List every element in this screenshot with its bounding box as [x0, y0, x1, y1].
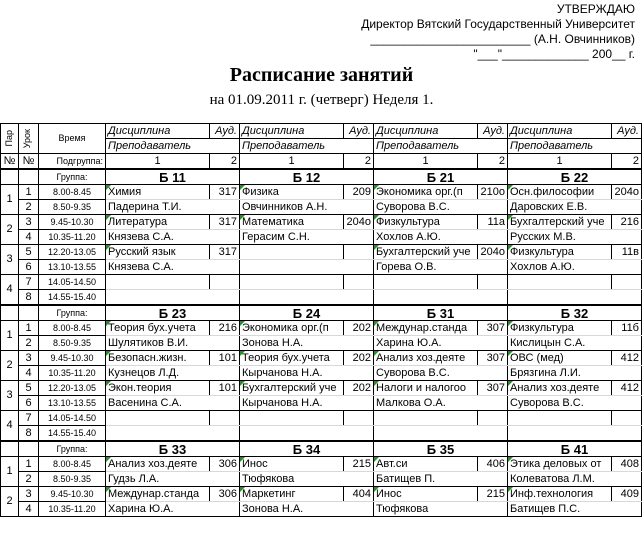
blank — [19, 169, 39, 185]
teacher-cell[interactable]: Малкова О.А. — [374, 396, 508, 411]
discipline-cell[interactable] — [240, 245, 344, 260]
room-cell: 216 — [210, 321, 240, 336]
teacher-cell[interactable] — [240, 290, 374, 306]
group-name: Б 23 — [106, 305, 240, 321]
lesson-row — [1, 200, 642, 215]
lesson-number: 4 — [19, 366, 39, 381]
lesson-row — [1, 396, 642, 411]
room-cell: 209 — [344, 185, 374, 200]
lesson-time: 8.00-8.45 — [39, 185, 106, 200]
header-discipline: Дисциплина — [508, 124, 612, 139]
header-urok — [19, 124, 39, 154]
discipline-cell[interactable]: Бухгалтерский уче — [508, 215, 612, 230]
lesson-row — [1, 381, 642, 396]
teacher-cell[interactable] — [374, 290, 508, 306]
discipline-cell[interactable] — [374, 411, 478, 426]
lesson-time: 8.00-8.45 — [39, 321, 106, 336]
room-cell: 11б — [612, 321, 642, 336]
teacher-cell[interactable]: Герасим С.Н. — [240, 230, 374, 245]
room-cell — [210, 275, 240, 290]
discipline-cell[interactable]: Бухгалтерский уче — [240, 381, 344, 396]
discipline-cell[interactable] — [508, 411, 612, 426]
teacher-cell[interactable]: Кырчанова Н.А. — [240, 396, 374, 411]
discipline-cell[interactable]: Маркетинг — [240, 487, 344, 502]
subgroup-2: 2 — [344, 154, 374, 170]
lesson-time: 12.20-13.05 — [39, 245, 106, 260]
room-cell: 210о — [478, 185, 508, 200]
lesson-row — [1, 290, 642, 306]
discipline-cell[interactable]: Междунар.станда — [106, 487, 210, 502]
lesson-time: 10.35-11.20 — [39, 230, 106, 245]
para-number: 1 — [1, 457, 19, 487]
group-name: Б 22 — [508, 169, 642, 185]
page-subtitle: на 01.09.2011 г. (четверг) Неделя 1. — [209, 92, 434, 108]
teacher-cell[interactable]: Тюфякова — [240, 472, 374, 487]
teacher-cell[interactable]: Суворова В.С. — [508, 396, 642, 411]
lesson-time: 14.05-14.50 — [39, 275, 106, 290]
group-label: Группа: — [39, 441, 106, 457]
lesson-number: 4 — [19, 502, 39, 517]
group-name: Б 41 — [508, 441, 642, 457]
header-subgroup: Подгруппа: — [39, 154, 106, 170]
discipline-cell[interactable]: Анализ хоз.деяте — [508, 381, 612, 396]
blank — [1, 305, 19, 321]
teacher-cell[interactable] — [508, 426, 642, 442]
lesson-time: 13.10-13.55 — [39, 260, 106, 275]
room-cell: 11в — [612, 245, 642, 260]
group-name: Б 12 — [240, 169, 374, 185]
header-para-label: Пар — [4, 130, 14, 147]
page-title: Расписание занятий — [229, 64, 414, 86]
header-discipline: Дисциплина — [374, 124, 478, 139]
discipline-cell[interactable] — [240, 411, 344, 426]
approval-line-3: ________________________ (А.Н. Овчинников) — [370, 32, 635, 46]
teacher-cell[interactable]: Зонова Н.А. — [240, 502, 374, 517]
room-cell: 306 — [210, 457, 240, 472]
teacher-cell[interactable]: Кузнецов Л.Д. — [106, 366, 240, 381]
lesson-time: 10.35-11.20 — [39, 366, 106, 381]
para-number: 1 — [1, 321, 19, 351]
lesson-number: 3 — [19, 351, 39, 366]
discipline-cell[interactable] — [508, 275, 612, 290]
room-cell — [478, 411, 508, 426]
room-cell: 307 — [478, 351, 508, 366]
teacher-cell[interactable] — [240, 426, 374, 442]
discipline-cell[interactable]: Теория бух.учета — [106, 321, 210, 336]
room-cell: 202 — [344, 381, 374, 396]
discipline-cell[interactable]: Инос — [374, 487, 478, 502]
lesson-number: 7 — [19, 411, 39, 426]
header-room: Ауд. — [210, 124, 240, 139]
room-cell: 204о — [478, 245, 508, 260]
teacher-cell[interactable]: Харина Ю.А. — [374, 336, 508, 351]
lesson-row — [1, 185, 642, 200]
room-cell: 317 — [210, 245, 240, 260]
lesson-row — [1, 426, 642, 442]
lesson-row — [1, 472, 642, 487]
lesson-row — [1, 351, 642, 366]
lesson-row — [1, 260, 642, 275]
subgroup-2: 2 — [612, 154, 642, 170]
discipline-cell[interactable]: Экономика орг.(п — [240, 321, 344, 336]
teacher-cell[interactable]: Суворова В.С. — [374, 366, 508, 381]
group-row — [1, 305, 642, 321]
header-para — [1, 124, 19, 154]
lesson-row — [1, 275, 642, 290]
discipline-cell[interactable]: Теория бух.учета — [240, 351, 344, 366]
teacher-cell[interactable]: Падерина Т.И. — [106, 200, 240, 215]
lesson-time: 9.45-10.30 — [39, 351, 106, 366]
discipline-cell[interactable]: Анализ хоз.деяте — [374, 351, 478, 366]
lesson-time: 14.55-15.40 — [39, 290, 106, 306]
lesson-time: 8.50-9.35 — [39, 336, 106, 351]
subgroup-1: 1 — [106, 154, 210, 170]
subgroup-1: 1 — [374, 154, 478, 170]
room-cell: 408 — [612, 457, 642, 472]
group-name: Б 33 — [106, 441, 240, 457]
room-cell: 406 — [478, 457, 508, 472]
header-teacher: Преподаватель — [508, 139, 642, 154]
lesson-time: 14.55-15.40 — [39, 426, 106, 442]
discipline-cell[interactable]: Бухгалтерский уче — [374, 245, 478, 260]
teacher-cell[interactable]: Даровских Е.В. — [508, 200, 642, 215]
room-cell: 216 — [612, 215, 642, 230]
teacher-cell[interactable]: Хохлов А.Ю. — [374, 230, 508, 245]
blank — [1, 441, 19, 457]
header-room: Ауд. — [478, 124, 508, 139]
para-number: 2 — [1, 351, 19, 381]
teacher-cell[interactable]: Горева О.В. — [374, 260, 508, 275]
header-teacher: Преподаватель — [106, 139, 240, 154]
discipline-cell[interactable]: Инф.технология — [508, 487, 612, 502]
lesson-row — [1, 366, 642, 381]
lesson-row — [1, 411, 642, 426]
group-name: Б 34 — [240, 441, 374, 457]
discipline-cell[interactable] — [106, 411, 210, 426]
lesson-number: 5 — [19, 245, 39, 260]
header-no-1: № — [1, 154, 19, 170]
teacher-cell[interactable] — [374, 426, 508, 442]
teacher-cell[interactable]: Харина Ю.А. — [106, 502, 240, 517]
header-urok-label: Урок — [22, 128, 32, 149]
header-room: Ауд. — [344, 124, 374, 139]
lesson-row — [1, 336, 642, 351]
lesson-number: 4 — [19, 230, 39, 245]
group-name: Б 31 — [374, 305, 508, 321]
lesson-row — [1, 457, 642, 472]
discipline-cell[interactable] — [374, 275, 478, 290]
lesson-row — [1, 245, 642, 260]
header-row-subgroup — [1, 154, 642, 170]
room-cell: 204о — [612, 185, 642, 200]
discipline-cell[interactable]: Анализ хоз.деяте — [106, 457, 210, 472]
teacher-cell[interactable]: Батищев П. — [374, 472, 508, 487]
group-row — [1, 169, 642, 185]
subgroup-2: 2 — [478, 154, 508, 170]
room-cell — [612, 411, 642, 426]
teacher-cell[interactable]: Васенина С.А. — [106, 396, 240, 411]
header-teacher: Преподаватель — [240, 139, 374, 154]
room-cell: 215 — [478, 487, 508, 502]
teacher-cell[interactable]: Кырчанова Н.А. — [240, 366, 374, 381]
lesson-number: 2 — [19, 472, 39, 487]
para-number: 3 — [1, 245, 19, 275]
approval-line-1: УТВЕРЖДАЮ — [556, 2, 635, 16]
lesson-row — [1, 230, 642, 245]
schedule-table — [0, 123, 642, 517]
subgroup-1: 1 — [508, 154, 612, 170]
group-name: Б 24 — [240, 305, 374, 321]
lesson-number: 6 — [19, 396, 39, 411]
header-row-discipline — [1, 124, 642, 139]
room-cell: 409 — [612, 487, 642, 502]
approval-line-4: "___"_____________ 200__ г. — [473, 47, 635, 61]
discipline-cell[interactable]: Химия — [106, 185, 210, 200]
discipline-cell[interactable]: Осн.философии — [508, 185, 612, 200]
group-row — [1, 441, 642, 457]
discipline-cell[interactable]: Экон.теория — [106, 381, 210, 396]
discipline-cell[interactable]: ОВС (мед) — [508, 351, 612, 366]
blank — [1, 169, 19, 185]
room-cell: 412 — [612, 381, 642, 396]
lesson-number: 1 — [19, 185, 39, 200]
lesson-number: 1 — [19, 457, 39, 472]
lesson-row — [1, 321, 642, 336]
room-cell: 101 — [210, 351, 240, 366]
teacher-cell[interactable]: Овчинников А.Н. — [240, 200, 374, 215]
room-cell: 307 — [478, 321, 508, 336]
lesson-time: 9.45-10.30 — [39, 487, 106, 502]
teacher-cell[interactable]: Кислицын С.А. — [508, 336, 642, 351]
room-cell: 317 — [210, 215, 240, 230]
lesson-number: 1 — [19, 321, 39, 336]
room-cell — [210, 411, 240, 426]
subgroup-2: 2 — [210, 154, 240, 170]
lesson-time: 8.00-8.45 — [39, 457, 106, 472]
lesson-time: 8.50-9.35 — [39, 472, 106, 487]
lesson-time: 12.20-13.05 — [39, 381, 106, 396]
lesson-number: 5 — [19, 381, 39, 396]
lesson-number: 2 — [19, 200, 39, 215]
lesson-number: 3 — [19, 487, 39, 502]
subgroup-1: 1 — [240, 154, 344, 170]
discipline-cell[interactable]: Математика — [240, 215, 344, 230]
teacher-cell[interactable]: Суворова В.С. — [374, 200, 508, 215]
teacher-cell[interactable] — [106, 290, 240, 306]
room-cell: 101 — [210, 381, 240, 396]
lesson-row — [1, 502, 642, 517]
room-cell — [478, 275, 508, 290]
lesson-time: 13.10-13.55 — [39, 396, 106, 411]
teacher-cell[interactable] — [240, 260, 374, 275]
room-cell: 306 — [210, 487, 240, 502]
header-room: Ауд. — [612, 124, 642, 139]
lesson-time: 14.05-14.50 — [39, 411, 106, 426]
teacher-cell[interactable]: Батищев П.С. — [508, 502, 642, 517]
lesson-number: 8 — [19, 290, 39, 306]
room-cell — [344, 411, 374, 426]
lesson-row — [1, 215, 642, 230]
teacher-cell[interactable]: Русских М.В. — [508, 230, 642, 245]
discipline-cell[interactable]: Этика деловых от — [508, 457, 612, 472]
teacher-cell[interactable]: Гудзь Л.А. — [106, 472, 240, 487]
discipline-cell[interactable]: Литература — [106, 215, 210, 230]
blank — [19, 441, 39, 457]
lesson-number: 6 — [19, 260, 39, 275]
header-no-2: № — [19, 154, 39, 170]
approval-line-2: Директор Вятский Государственный Университет — [361, 17, 635, 31]
discipline-cell[interactable]: Физкультура — [508, 245, 612, 260]
room-cell: 307 — [478, 381, 508, 396]
blank — [19, 305, 39, 321]
teacher-cell[interactable]: Брязгина Л.И. — [508, 366, 642, 381]
room-cell: 404 — [344, 487, 374, 502]
discipline-cell[interactable]: Безопасн.жизн. — [106, 351, 210, 366]
lesson-time: 10.35-11.20 — [39, 502, 106, 517]
group-name: Б 32 — [508, 305, 642, 321]
room-cell: 202 — [344, 321, 374, 336]
teacher-cell[interactable]: Хохлов А.Ю. — [508, 260, 642, 275]
room-cell: 215 — [344, 457, 374, 472]
discipline-cell[interactable]: Физика — [240, 185, 344, 200]
group-name: Б 11 — [106, 169, 240, 185]
discipline-cell[interactable]: Физкультура — [508, 321, 612, 336]
teacher-cell[interactable] — [508, 290, 642, 306]
room-cell: 317 — [210, 185, 240, 200]
discipline-cell[interactable]: Инос — [240, 457, 344, 472]
teacher-cell[interactable]: Шулятиков В.И. — [106, 336, 240, 351]
room-cell — [612, 275, 642, 290]
room-cell — [344, 245, 374, 260]
group-label: Группа: — [39, 305, 106, 321]
lesson-time: 9.45-10.30 — [39, 215, 106, 230]
room-cell: 412 — [612, 351, 642, 366]
discipline-cell[interactable] — [106, 275, 210, 290]
para-number: 4 — [1, 411, 19, 442]
discipline-cell[interactable]: Междунар.станда — [374, 321, 478, 336]
para-number: 1 — [1, 185, 19, 215]
para-number: 2 — [1, 487, 19, 517]
para-number: 2 — [1, 215, 19, 245]
discipline-cell[interactable]: Физкультура — [374, 215, 478, 230]
group-name: Б 21 — [374, 169, 508, 185]
discipline-cell[interactable] — [240, 275, 344, 290]
header-teacher: Преподаватель — [374, 139, 508, 154]
room-cell: 204о — [344, 215, 374, 230]
teacher-cell[interactable]: Князева С.А. — [106, 230, 240, 245]
room-cell: 202 — [344, 351, 374, 366]
teacher-cell[interactable]: Колеватова Л.М. — [508, 472, 642, 487]
lesson-number: 2 — [19, 336, 39, 351]
room-cell — [344, 275, 374, 290]
lesson-number: 7 — [19, 275, 39, 290]
para-number: 4 — [1, 275, 19, 306]
header-discipline: Дисциплина — [106, 124, 210, 139]
header-discipline: Дисциплина — [240, 124, 344, 139]
discipline-cell[interactable]: Налоги и налогоо — [374, 381, 478, 396]
discipline-cell[interactable]: Экономика орг.(п — [374, 185, 478, 200]
lesson-time: 8.50-9.35 — [39, 200, 106, 215]
group-label: Группа: — [39, 169, 106, 185]
para-number: 3 — [1, 381, 19, 411]
lesson-row — [1, 487, 642, 502]
teacher-cell[interactable]: Князева С.А. — [106, 260, 240, 275]
discipline-cell[interactable]: Авт.си — [374, 457, 478, 472]
teacher-cell[interactable]: Тюфякова — [374, 502, 508, 517]
header-time: Время — [39, 124, 106, 154]
lesson-number: 3 — [19, 215, 39, 230]
discipline-cell[interactable]: Русский язык — [106, 245, 210, 260]
lesson-number: 8 — [19, 426, 39, 442]
room-cell: 11а — [478, 215, 508, 230]
group-name: Б 35 — [374, 441, 508, 457]
teacher-cell[interactable]: Зонова Н.А. — [240, 336, 374, 351]
teacher-cell[interactable] — [106, 426, 240, 442]
